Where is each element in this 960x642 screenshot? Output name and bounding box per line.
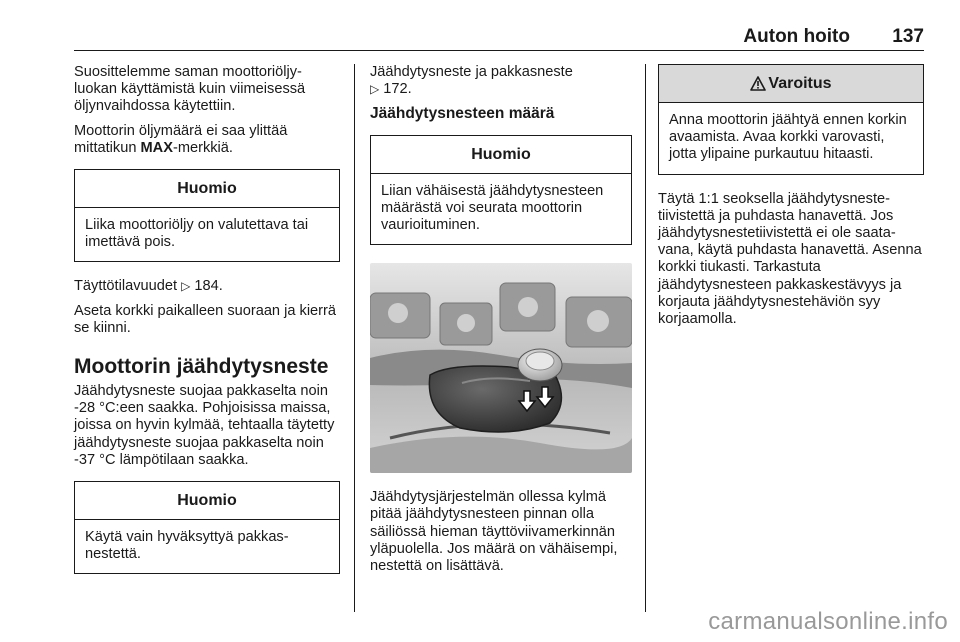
section-title: Auton hoito: [743, 26, 850, 47]
notice-title: Huomio: [371, 136, 631, 174]
page-header: [0, 0, 960, 52]
max-mark: MAX: [140, 139, 173, 156]
paragraph: Jäähdytysneste suojaa pakkaselta noin -28 °C:een saakka. Pohjoisissa maissa, joissa on hyvin kylmää, tehtaalla täytetty jäähdytysneste suojaa pakkaselta noin -37 °C lämpötilaan saakka.: [74, 383, 335, 468]
page-number: 137: [892, 26, 924, 47]
coolant-reservoir-photo: [370, 263, 632, 473]
notice-box: [370, 135, 632, 246]
warning-text: Anna moottorin jäähtyä ennen korkin avaamista. Avaa korkki varovasti, jotta ylipaine purkautuu hitaasti.: [669, 112, 907, 163]
column-2: [370, 64, 632, 582]
notice-title: Huomio: [75, 170, 339, 208]
section-heading: Moottorin jäähdytysneste: [74, 355, 329, 379]
warning-header: [659, 65, 923, 103]
warning-triangle-icon: [750, 76, 766, 91]
paragraph: Jäähdytysjärjestelmän ollessa kylmä pitää jäähdytysnesteen pinnan olla säiliössä hieman täyttöviivamerkinnän yläpuolella. Jos määrä on vähäisempi, nestettä on lisättävä.: [370, 489, 618, 575]
triangle-right-icon: ▷: [370, 82, 380, 97]
triangle-right-icon: ▷: [181, 279, 191, 294]
warning-box: [658, 64, 924, 175]
watermark: carmanualsonline.info: [708, 608, 948, 635]
paragraph: Täytä 1:1 seoksella jäähdytysnestetiivistettä ja puhdasta hanavettä. Jos jäähdytysnestetiivistettä ei ole saatavana, käytä puhdasta hanavettä. Asenna korkki tiukasti. Tarkastuta jäähdytysnesteen pakkaskestävyys ja korjauta jäähdytysnestehäviön syy korjaamolla.: [658, 190, 922, 328]
notice-title: Huomio: [75, 482, 339, 520]
column-1: [74, 64, 340, 590]
notice-box: [74, 169, 340, 262]
notice-text: Liika moottoriöljy on valutettava tai imettävä pois.: [85, 217, 309, 251]
column-3: [658, 64, 924, 335]
notice-box: [74, 481, 340, 574]
notice-text: Käytä vain hyväksyttyä pakkasnestettä.: [85, 529, 289, 563]
warning-title: Varoitus: [768, 74, 832, 92]
paragraph: Moottorin öljymäärä ei saa ylittää mittatikun MAX-merkkiä.: [74, 122, 288, 156]
engine-bay-illustration: [370, 263, 632, 473]
paragraph: Suosittelemme saman moottoriöljyluokan käyttämistä kuin viimeisessä öljynvaihdossa käytettiin.: [74, 64, 306, 115]
paragraph: Aseta korkki paikalleen suoraan ja kierrä se kiinni.: [74, 302, 337, 336]
cross-reference: Jäähdytysneste ja pakkasneste ▷ 172.: [370, 64, 573, 98]
notice-text: Liian vähäisestä jäähdytysnesteen määrästä voi seurata moottorin vaurioituminen.: [381, 182, 604, 234]
subheading: Jäähdytysnesteen määrä: [370, 105, 555, 123]
column-separator: [354, 64, 355, 612]
header-rule: [74, 50, 924, 51]
column-separator: [645, 64, 646, 612]
cross-reference: Täyttötilavuudet ▷ 184.: [74, 278, 223, 295]
